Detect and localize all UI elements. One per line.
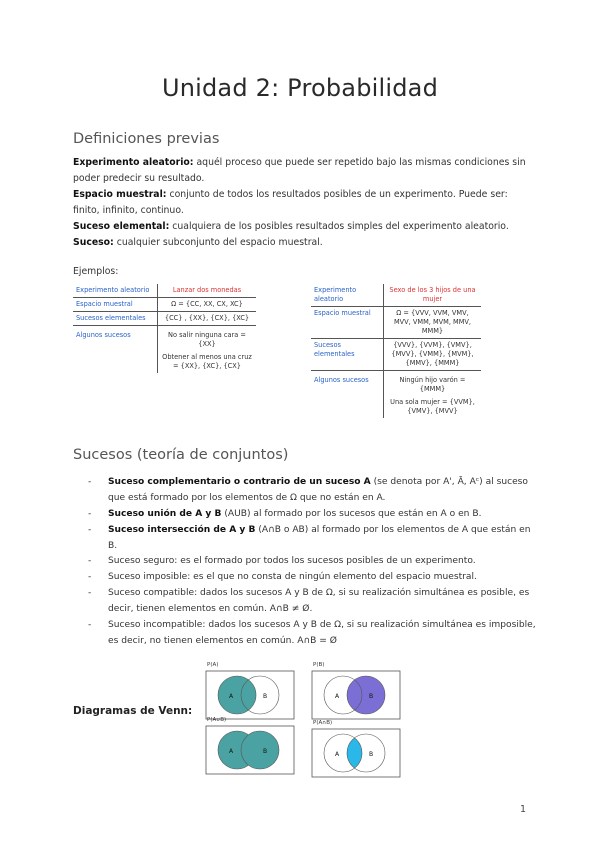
examples-label: Ejemplos: (73, 266, 119, 277)
svg-text:A: A (335, 693, 340, 700)
svg-text:A: A (229, 693, 234, 700)
example-table-coins: Experimento aleatorio Lanzar dos monedas Espacio muestral Ω = {CC, XX, CX, XC} Sucesos elementales {CC} , {XX}, {CX}, {XC} Algunos sucesos No salir ninguna cara = {XX} Obtener al menos una cruz = {XX}, {XC}, {CX} (73, 284, 256, 373)
list-item: - Suceso seguro: es el formado por todos los sucesos posibles de un experimento. (88, 556, 476, 566)
page-title: Unidad 2: Probabilidad (161, 74, 439, 102)
venn-diagram-b: P(B) A B (311, 670, 401, 724)
section-heading-sucesos: Sucesos (teoría de conjuntos) (73, 447, 289, 463)
svg-text:A: A (229, 748, 234, 755)
venn-diagram-intersection: P(A∩B) A B (311, 728, 401, 782)
list-item: - Suceso complementario o contrario de un suceso A (se denota por A', Ā, Aᶜ) al suceso que está formado por los elementos de Ω que no están en A. (88, 477, 528, 503)
definition-experimento: Experimento aleatorio: aquél proceso que puede ser repetido bajo las mismas condiciones sin poder predecir su resultado. (73, 157, 526, 184)
svg-text:B: B (369, 751, 374, 758)
svg-text:B: B (369, 693, 374, 700)
svg-text:B: B (263, 693, 268, 700)
venn-diagram-a: P(A) A B (205, 670, 295, 724)
page-number: 1 (519, 804, 526, 815)
section-heading-definiciones: Definiciones previas (73, 131, 220, 147)
list-item: - Suceso incompatible: dados los sucesos A y B de Ω, si su realización simultánea es imposible, es decir, no tienen elementos en común. A∩B = Ø (88, 620, 536, 646)
definitions-block (73, 155, 535, 251)
list-item: - Suceso intersección de A y B (A∩B o AB) al formado por los elementos de A que están en B. (88, 525, 531, 551)
bullet-list-types (88, 553, 536, 649)
svg-text:B: B (263, 748, 268, 755)
definition-espacio: Espacio muestral: conjunto de todos los resultados posibles de un experimento. Puede ser: finito, infinito, continuo. (73, 189, 508, 216)
svg-text:A: A (335, 751, 340, 758)
example-table-children: Experimento aleatorio Sexo de los 3 hijos de una mujer Espacio muestral Ω = {VVV, VVM, VMV, MVV, VMM, MVM, MMV, MMM} Sucesos elementales {VVV}, {VVM}, {VMV}, {MVV}, {VMM}, {MVM}, {MMV}, {MMM} Algunos sucesos Ningún hijo varón = {MMM} Una sola mujer = {VVM}, {VMV}, {MVV} (311, 284, 481, 418)
list-item: - Suceso unión de A y B (AUB) al formado por los sucesos que están en A o en B. (88, 509, 482, 519)
venn-heading: Diagramas de Venn: (73, 705, 193, 717)
definition-suceso-elemental: Suceso elemental: cualquiera de los posibles resultados simples del experimento aleatorio. (73, 221, 509, 232)
venn-diagram-union: P(A∪B) A B (205, 725, 295, 779)
bullet-list-operations (88, 474, 536, 554)
list-item: - Suceso imposible: es el que no consta de ningún elemento del espacio muestral. (88, 572, 477, 582)
definition-suceso: Suceso: cualquier subconjunto del espacio muestral. (73, 237, 323, 248)
list-item: - Suceso compatible: dados los sucesos A y B de Ω, si su realización simultánea es posible, es decir, tienen elementos en común. A∩B ≠ Ø. (88, 588, 530, 614)
